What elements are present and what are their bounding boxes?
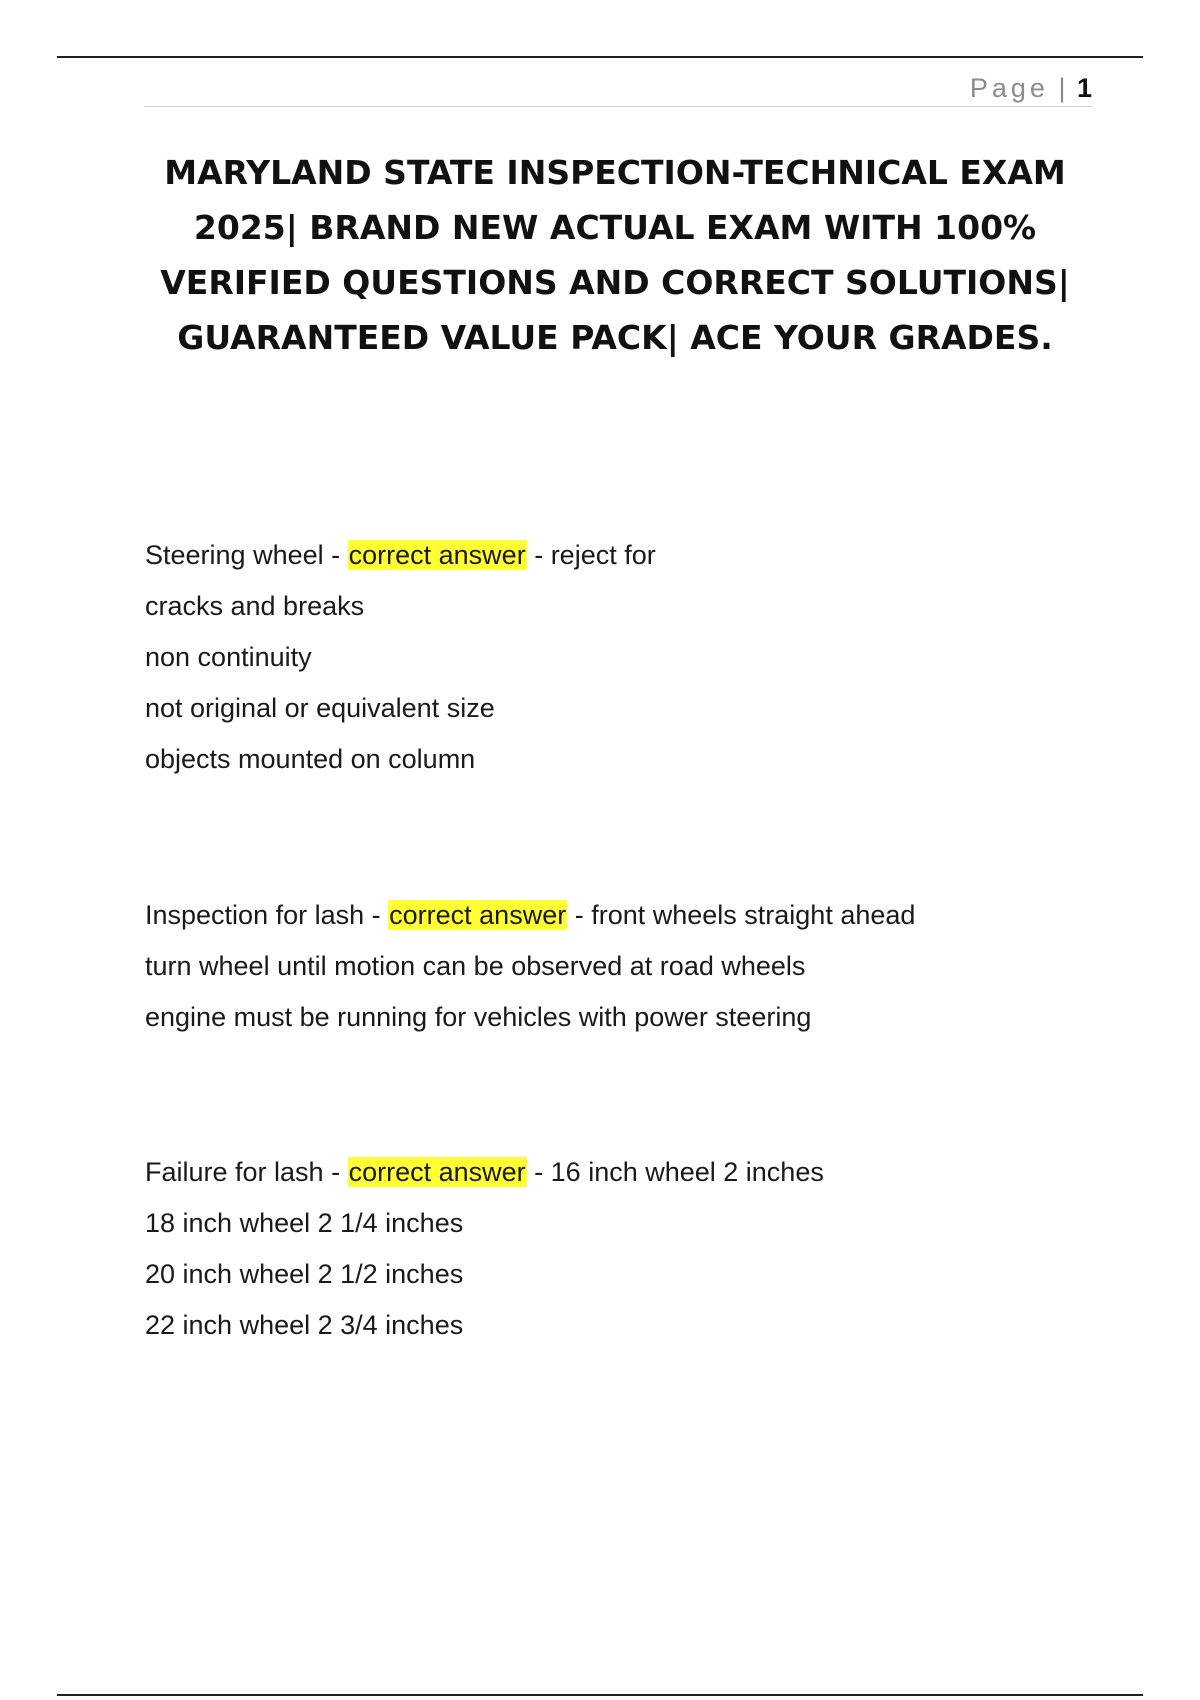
answer-line: 20 inch wheel 2 1/2 inches xyxy=(145,1259,464,1289)
correct-answer-highlight: correct answer xyxy=(348,540,526,570)
document-title: MARYLAND STATE INSPECTION-TECHNICAL EXAM 2025| BRAND NEW ACTUAL EXAM WITH 100% VERIFIED QUESTIONS AND CORRECT SOLUTIONS| GUARANTEED VALUE PACK| ACE YOUR GRADES. xyxy=(160,153,1070,357)
answer-line: objects mounted on column xyxy=(145,744,476,774)
answer-text: - reject for xyxy=(534,540,656,570)
correct-answer-highlight: correct answer xyxy=(348,1157,526,1187)
answer-line: 22 inch wheel 2 3/4 inches xyxy=(145,1310,464,1340)
bottom-rule xyxy=(57,1694,1143,1696)
qa-item-failure-for-lash xyxy=(145,1147,1090,1351)
page-separator: | xyxy=(1058,73,1066,103)
qa-item-steering-wheel xyxy=(145,530,1090,785)
qa-item-inspection-for-lash xyxy=(145,890,1090,1043)
qa-question-line xyxy=(145,890,1090,941)
top-rule xyxy=(57,56,1143,58)
qa-question-line xyxy=(145,530,1090,581)
answer-line: 18 inch wheel 2 1/4 inches xyxy=(145,1208,464,1238)
question-text: Steering wheel - xyxy=(145,540,341,570)
page-label: Page xyxy=(969,73,1049,103)
question-text: Inspection for lash - xyxy=(145,900,381,930)
answer-text: - front wheels straight ahead xyxy=(574,900,916,930)
answer-line: non continuity xyxy=(145,642,312,672)
answer-line: cracks and breaks xyxy=(145,591,365,621)
correct-answer-highlight: correct answer xyxy=(389,900,567,930)
answer-text: - 16 inch wheel 2 inches xyxy=(534,1157,824,1187)
answer-line: not original or equivalent size xyxy=(145,693,495,723)
page-header xyxy=(144,70,1092,107)
page-number: 1 xyxy=(1076,73,1092,103)
qa-question-line xyxy=(145,1147,1090,1198)
question-text: Failure for lash - xyxy=(145,1157,341,1187)
answer-line: engine must be running for vehicles with power steering xyxy=(145,1002,812,1032)
answer-line: turn wheel until motion can be observed at road wheels xyxy=(145,951,806,981)
